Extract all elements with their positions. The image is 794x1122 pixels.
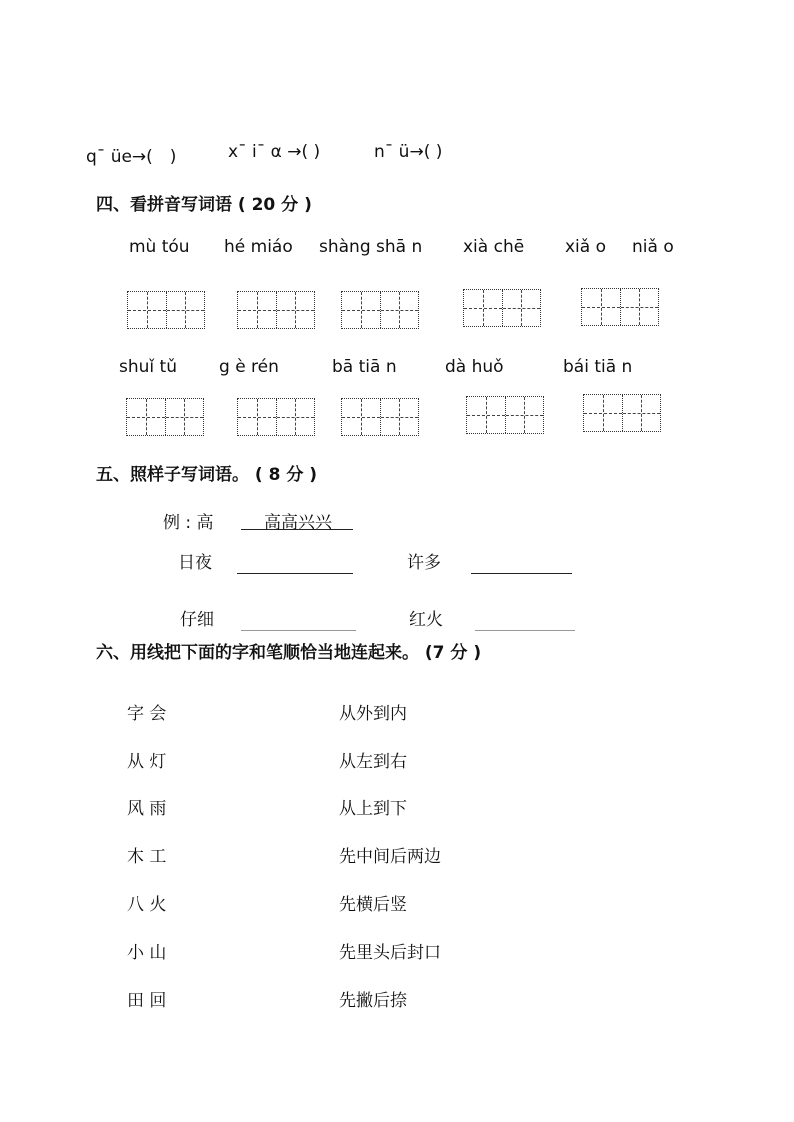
pinyin-word: mù tóu	[129, 237, 190, 257]
writing-grid[interactable]	[341, 398, 419, 436]
writing-grid[interactable]	[341, 291, 419, 329]
match-left-item[interactable]: 字 会	[127, 704, 167, 724]
word-prompt: 许多	[407, 553, 441, 573]
match-left-item[interactable]: 木 工	[127, 847, 167, 867]
match-left-item[interactable]: 八 火	[127, 895, 167, 915]
writing-grid[interactable]	[581, 288, 659, 326]
writing-grid[interactable]	[463, 289, 541, 327]
match-right-item[interactable]: 先撇后捺	[339, 991, 407, 1011]
match-right-item[interactable]: 先里头后封口	[339, 943, 441, 963]
match-right-item[interactable]: 从左到右	[339, 752, 407, 772]
pinyin-word: shuǐ tǔ	[119, 357, 177, 377]
example-answer: 高高兴兴	[264, 513, 332, 533]
example-label: 例 : 高	[163, 513, 214, 533]
pinyin-word: xiǎ o	[565, 237, 607, 257]
section5-title: 五、照样子写词语。 ( 8 分 )	[96, 465, 318, 485]
match-left-item[interactable]: 田 回	[127, 991, 167, 1011]
section4-title: 四、看拼音写词语 ( 20 分 )	[96, 195, 312, 215]
word-prompt: 日夜	[178, 553, 212, 573]
word-prompt: 红火	[409, 610, 443, 630]
section6-title: 六、用线把下面的字和笔顺恰当地连起来。 (7 分 )	[96, 643, 482, 663]
match-left-item[interactable]: 小 山	[127, 943, 167, 963]
pinyin-word: niǎ o	[632, 237, 674, 257]
match-right-item[interactable]: 先中间后两边	[339, 847, 441, 867]
example-underline	[241, 529, 353, 530]
match-right-item[interactable]: 先横后竖	[339, 895, 407, 915]
pinyin-word: dà huǒ	[445, 357, 504, 377]
answer-line[interactable]	[241, 630, 356, 631]
pinyin-word: bái tiā n	[563, 357, 633, 377]
answer-line[interactable]	[237, 573, 353, 574]
writing-grid[interactable]	[237, 398, 315, 436]
answer-line[interactable]	[471, 573, 572, 574]
match-left-item[interactable]: 风 雨	[127, 799, 167, 819]
writing-grid[interactable]	[237, 291, 315, 329]
writing-grid[interactable]	[126, 398, 204, 436]
writing-grid[interactable]	[127, 291, 205, 329]
match-left-item[interactable]: 从 灯	[127, 752, 167, 772]
pinyin-item-3: n¯ ü→( )	[374, 142, 443, 162]
answer-line[interactable]	[475, 630, 575, 631]
pinyin-word: xià chē	[463, 237, 525, 257]
pinyin-item-2: x¯ i¯ α →( )	[228, 142, 321, 162]
match-right-item[interactable]: 从上到下	[339, 799, 407, 819]
match-right-item[interactable]: 从外到内	[339, 704, 407, 724]
pinyin-word: shàng shā n	[319, 237, 423, 257]
pinyin-word: bā tiā n	[332, 357, 397, 377]
writing-grid[interactable]	[466, 396, 544, 434]
pinyin-item-1: q¯ üe→( )	[86, 147, 177, 167]
word-prompt: 仔细	[180, 610, 214, 630]
pinyin-word: g è rén	[219, 357, 279, 377]
pinyin-word: hé miáo	[224, 237, 293, 257]
writing-grid[interactable]	[583, 394, 661, 432]
